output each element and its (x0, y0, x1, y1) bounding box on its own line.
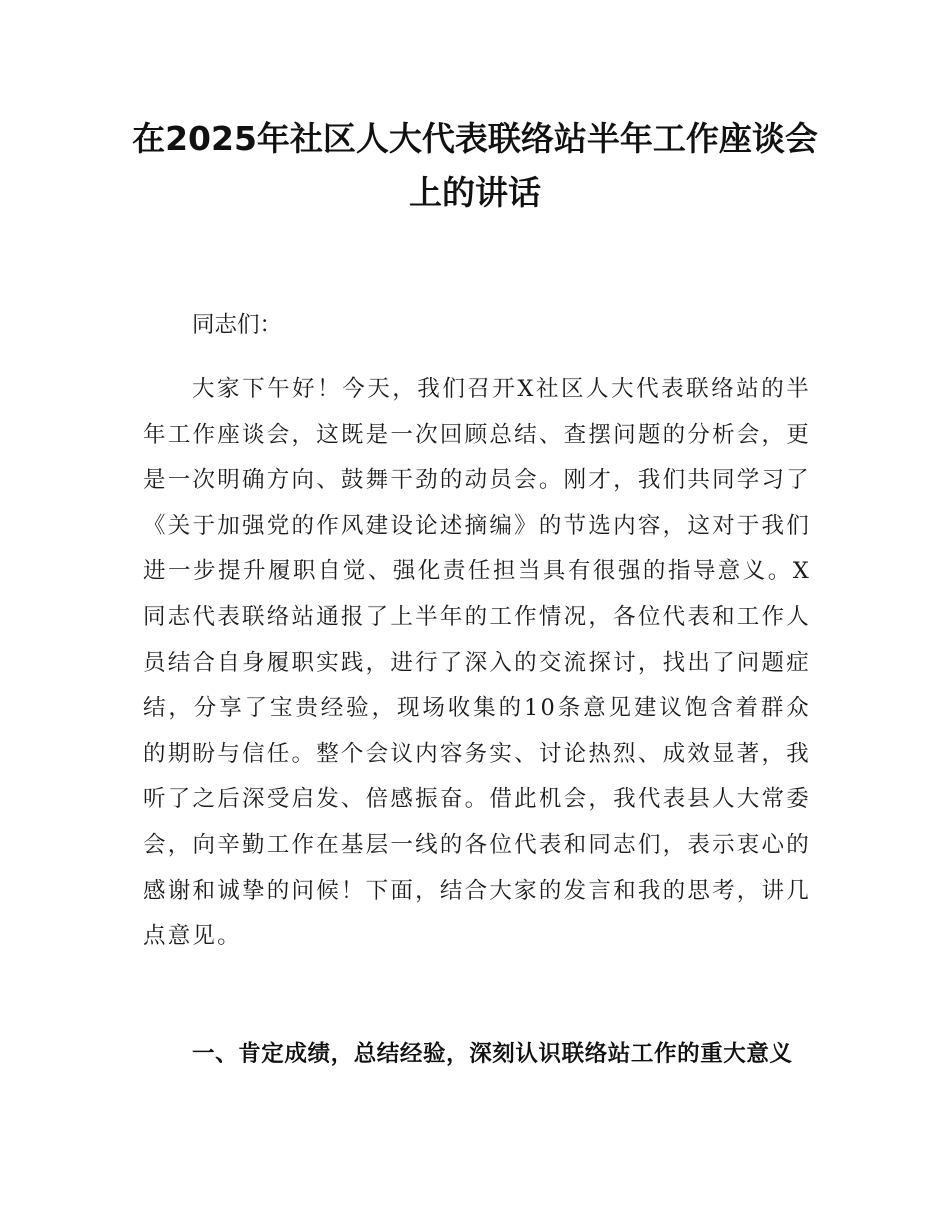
document-title: 在2025年社区人大代表联络站半年工作座谈会上的讲话 (132, 119, 818, 212)
body-paragraph: 大家下午好！今天，我们召开X社区人大代表联络站的半年工作座谈会，这既是一次回顾总结、查摆问题的分析会，更是一次明确方向、鼓舞干劲的动员会。刚才，我们共同学习了《关于加强党的作风建设论述摘编》的节选内容，这对于我们进一步提升履职自觉、强化责任担当具有很强的指导意义。X同志代表联络站通报了上半年的工作情况，各位代表和工作人员结合自身履职实践，进行了深入的交流探讨，找出了问题症结，分享了宝贵经验，现场收集的10条意见建议饱含着群众的期盼与信任。整个会议内容务实、讨论热烈、成效显著，我听了之后深受启发、倍感振奋。借此机会，我代表县人大常委会，向辛勤工作在基层一线的各位代表和同志们，表示衷心的感谢和诚挚的问候！下面，结合大家的发言和我的思考，讲几点意见。 (143, 376, 811, 950)
salutation: 同志们： (192, 312, 283, 338)
section-heading: 一、肯定成绩，总结经验，深刻认识联络站工作的重大意义 (192, 1041, 793, 1067)
